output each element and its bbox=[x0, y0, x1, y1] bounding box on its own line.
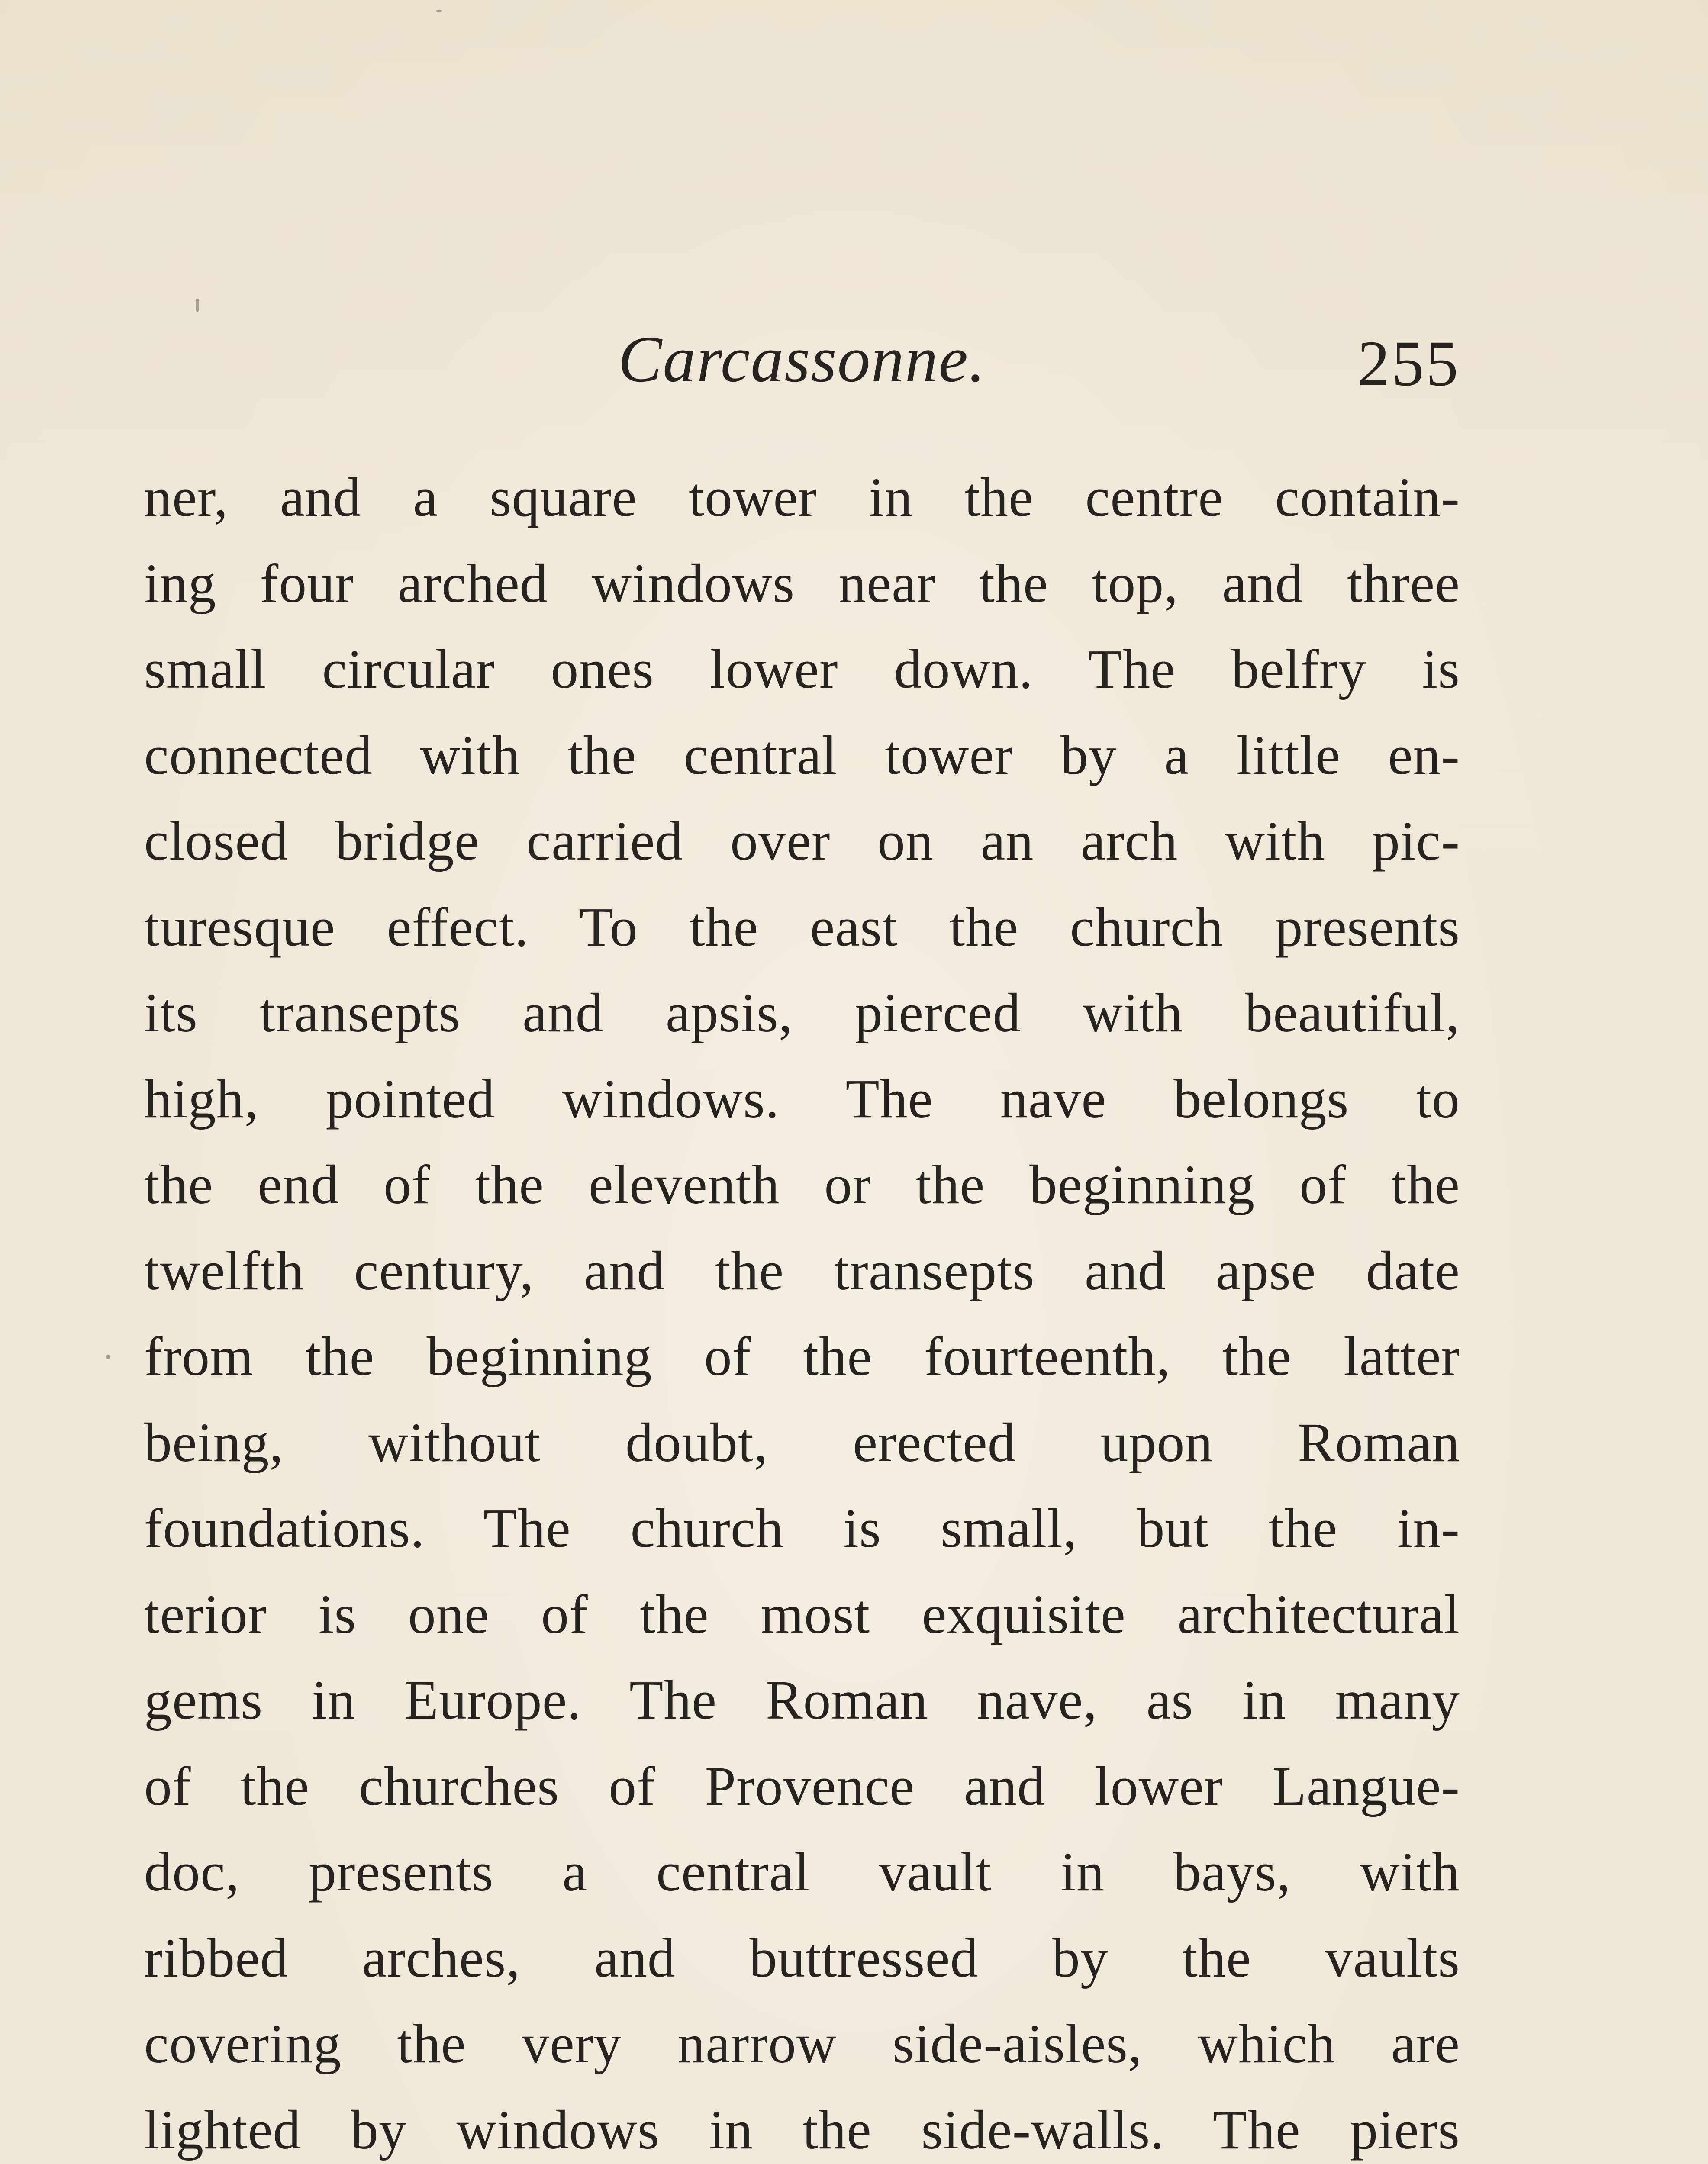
text-line: high, pointed windows. The nave belongs to bbox=[144, 1068, 1460, 1130]
text-line: the end of the eleventh or the beginning of the bbox=[144, 1154, 1460, 1215]
text-line: foundations. The church is small, but the in- bbox=[144, 1497, 1460, 1559]
text-line: connected with the central tower by a little en- bbox=[144, 724, 1460, 786]
text-line: closed bridge carried over on an arch with pic- bbox=[144, 810, 1460, 872]
paper-speck bbox=[196, 299, 199, 312]
text-line: from the beginning of the fourteenth, the latter bbox=[144, 1326, 1460, 1387]
paper-speck bbox=[106, 1355, 110, 1359]
text-line: covering the very narrow side-aisles, which are bbox=[144, 2013, 1460, 2074]
text-line: turesque effect. To the east the church presents bbox=[144, 896, 1460, 958]
text-line: ing four arched windows near the top, and three bbox=[144, 552, 1460, 614]
text-line: of the churches of Provence and lower Langue- bbox=[144, 1755, 1460, 1817]
text-line: doc, presents a central vault in bays, with bbox=[144, 1841, 1460, 1903]
body-text bbox=[144, 454, 1460, 2164]
page-number: 255 bbox=[1357, 328, 1460, 399]
text-line: lighted by windows in the side-walls. The piers bbox=[144, 2099, 1460, 2161]
text-line: ner, and a square tower in the centre contain- bbox=[144, 467, 1460, 528]
running-head bbox=[144, 316, 1460, 403]
running-title: Carcassonne. bbox=[618, 323, 986, 396]
text-line: its transepts and apsis, pierced with beautiful, bbox=[144, 982, 1460, 1043]
text-line: ribbed arches, and buttressed by the vaults bbox=[144, 1927, 1460, 1989]
text-line: small circular ones lower down. The belfry is bbox=[144, 638, 1460, 700]
text-line: twelfth century, and the transepts and apse date bbox=[144, 1240, 1460, 1301]
text-line: being, without doubt, erected upon Roman bbox=[144, 1411, 1460, 1473]
text-line: gems in Europe. The Roman nave, as in many bbox=[144, 1669, 1460, 1731]
text-line: terior is one of the most exquisite architectural bbox=[144, 1583, 1460, 1645]
paper-speck bbox=[436, 10, 442, 12]
